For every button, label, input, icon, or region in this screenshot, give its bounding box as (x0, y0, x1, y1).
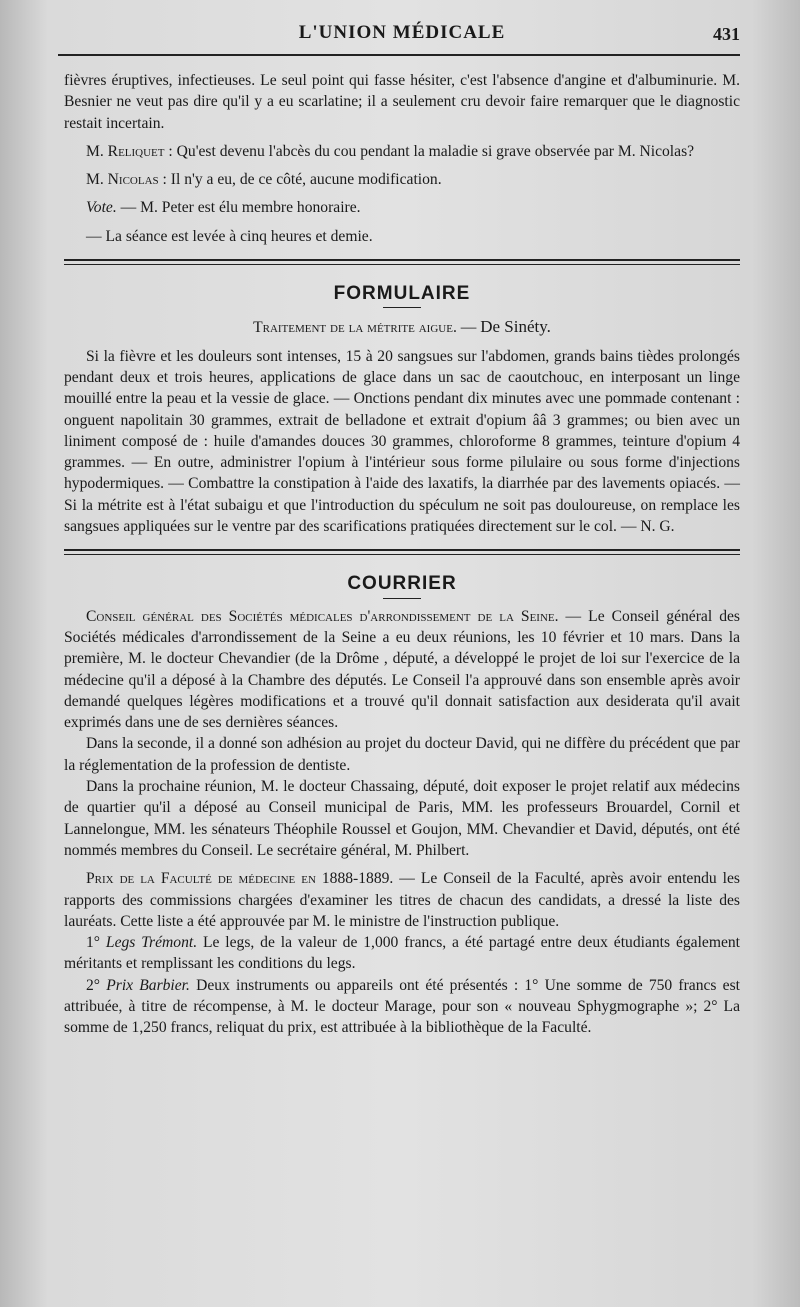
header-rule (58, 54, 740, 56)
recipe-author: De Sinéty. (480, 317, 551, 337)
paragraph: fièvres éruptives, infectieuses. Le seul point qui fasse hésiter, c'est l'absence d'angine et d'albuminurie. M. Besnier ne veut pas dire qu'il y a eu scarlatine; il a seulement cru devoir faire remarquer que le diagnostic restait incertain. (64, 72, 740, 132)
recipe-title: Traitement de la métrite aigue. — De Sinéty. (253, 317, 551, 337)
vote-label: Vote. (86, 199, 117, 217)
paragraph: Dans la prochaine réunion, M. le docteur Chassaing, député, doit exposer le projet relatif aux médecins de quartier qu'il a déposé au Conseil municipal de Paris, MM. les professeurs Brouardel, Cornil et Lannelongue, MM. les sénateurs Théophile Roussel et Goujon, MM. Chevandier et David, députés, ont été nommés membres du Conseil. Le secrétaire général, M. Philbert. (64, 778, 740, 859)
item-lead: Prix de la Faculté de médecine en 1888-1889. (86, 870, 394, 888)
paragraph: Dans la seconde, il a donné son adhésion au projet du docteur David, qui ne diffère du précédent que par la réglementation de la profession de dentiste. (64, 735, 740, 774)
speaker-name: M. Nicolas (86, 171, 159, 189)
speaker-name: M. Reliquet (86, 142, 165, 160)
paragraph: — La séance est levée à cinq heures et demie. (86, 227, 373, 245)
section-heading-courrier: COURRIER (347, 573, 457, 595)
heading-underline (383, 307, 421, 308)
paragraph: 2° Prix Barbier. Deux instruments ou appareils ont été présentés : 1° Une somme de 750 francs est attribuée, à titre de récompense, à M. le docteur Marage, pour son « nouveau Sphygmographe »; 2° La somme de 1,250 francs, reliquat du prix, est attribuée à la bibliothèque de la Faculté. (64, 976, 740, 1037)
page-number: 431 (713, 24, 740, 44)
prize-name: Legs Trémont. (105, 934, 198, 952)
paragraph: Vote. — M. Peter est élu membre honoraire. (86, 199, 361, 217)
journal-title: L'UNION MÉDICALE (298, 22, 506, 43)
section-divider (64, 259, 740, 265)
running-header (64, 22, 740, 52)
heading-underline (383, 598, 421, 599)
item-lead: Conseil général des Sociétés médicales d'arrondissement de la Seine. (86, 607, 559, 625)
section-divider (64, 549, 740, 555)
paragraph: 1° Legs Trémont. Le legs, de la valeur de 1,000 francs, a été partagé entre deux étudiants également méritants et remplissant les conditions du legs. (64, 934, 741, 973)
article-body (64, 70, 740, 1039)
paragraph: Prix de la Faculté de médecine en 1888-1889. — Le Conseil de la Faculté, après avoir entendu les rapports des commissions chargées d'examiner les titres de chacun des candidats, a dressé la liste des lauréats. Cette liste a été approuvée par M. le ministre de l'instruction publique. (64, 870, 740, 930)
paragraph: Conseil général des Sociétés médicales d'arrondissement de la Seine. — Le Conseil général des Sociétés médicales d'arrondissement de la Seine a eu deux réunions, les 10 février et 10 mars. Dans la première, M. le docteur Chevandier (de la Drôme , député, a développé le projet de loi sur l'exercice de la médecine qu'il a déposé à la Chambre des députés. Le Conseil l'a approuvé dans son ensemble après avoir demandé quelques légères modifications et a trouvé qu'il donnait satisfaction aux desiderata qu'il avait exprimés dans une de ses dernières séances. (64, 607, 740, 732)
paragraph: M. Nicolas : Il n'y a eu, de ce côté, aucune modification. (86, 171, 442, 189)
section-heading-formulaire: FORMULAIRE (333, 283, 471, 305)
paragraph: Si la fièvre et les douleurs sont intenses, 15 à 20 sangsues sur l'abdomen, grands bains tièdes prolongés pendant deux et trois heures, applications de glace dans un sac de caoutchouc, en interposant un linge mouillé entre la peau et la vessie de glace. — Onctions pendant dix minutes avec une pommade contenant : onguent napolitain 30 grammes, extrait de belladone et extrait d'opium ââ 3 grammes; ou bien avec un liniment composé de : huile d'amandes douces 30 grammes, chloroforme 8 grammes, teinture d'opium 4 grammes. — En outre, administrer l'opium à l'intérieur sous forme pilulaire ou sous forme d'injections hypodermiques. — Combattre la constipation à l'aide des laxatifs, la diarrhée par des lavements opiacés. — Si la métrite est à l'état subaigu et que l'introduction du spéculum ne soit pas douloureuse, on remplace les sangsues appliquées sur le ventre par des scarifications pratiquées directement sur le col. — N. G. (64, 347, 740, 536)
paragraph: M. Reliquet : Qu'est devenu l'abcès du cou pendant la maladie si grave observée par M. Nicolas? (86, 142, 695, 160)
prize-name: Prix Barbier. (106, 976, 190, 994)
